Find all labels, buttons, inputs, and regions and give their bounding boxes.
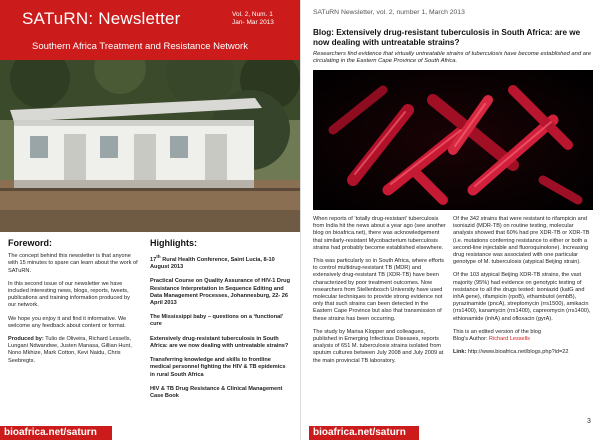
tb-micrograph bbox=[313, 70, 593, 210]
article-paragraph: Of the 103 atypical Beijing XDR-TB strains, the vast majority (95%) had evidence on genotypic testing of resistance to all the drugs tested: isoniazid (katG and inhA gene), rifampicin (rpoB), ethambutol (embB), pyrazinamide (pncA), streptomycin (rrs1500), amikacin (rrs1400), kanamycin (rrs1400), capreomycin (rrs1400), ethionamide (inhA) and ofloxacin (gyrA). bbox=[453, 272, 591, 322]
article-paragraph bbox=[453, 329, 591, 343]
highlight-item[interactable] bbox=[150, 386, 290, 400]
issue-date: Jan- Mar 2013 bbox=[232, 19, 274, 26]
highlight-item[interactable] bbox=[150, 336, 290, 350]
produced-by-names: Tulio de Oliveira, Richard Lessells, Lungani Ndwandwe, Justen Manasa, Gillian Hunt, Nono Mkhize, Mark Cotton, Kevi Naidu, Chris Seebregts. bbox=[8, 336, 132, 364]
highlight-item[interactable] bbox=[150, 253, 290, 271]
highlight-text: 17 bbox=[150, 257, 157, 264]
blog-link-line bbox=[453, 349, 591, 356]
foreword-paragraph: In this second issue of our newsletter we have included interesting news, blogs, reports, tweets, publications and training information produced by our network. bbox=[8, 280, 130, 309]
author-label: Blog's Author: bbox=[453, 336, 489, 343]
foreword-column bbox=[8, 240, 138, 371]
foreword-heading: Foreword: bbox=[8, 238, 52, 248]
highlight-text: Practical Course on Quality Assurance of HIV-1 Drug Resistance Interpretation in Sequence Editing and Data Management Processes, Johannesburg, 22- 26 April 2013 bbox=[150, 278, 290, 307]
article-paragraph: Of the 342 strains that were resistant to rifampicin and isoniazid (MDR-TB) on routine testing, molecular analysis showed that 60% had pre XDR-TB or XDR-TB (i.e. mutations conferring resistance to either or both a second-line injectable and fluoroquinolone). Increasing drug resistance was associated with one particular genotype of M. tuberculosis (atypical Beijing strain). bbox=[453, 216, 590, 266]
article-paragraph: When reports of ‘totally drug-resistant’ tuberculosis from India hit the news about a year ago (see another blog on bioafrica.net), there was acknowledgement that similarly-resistant Mycobacterium tuberculosis strains had probably become established elsewhere. bbox=[313, 216, 446, 251]
link-label: Link: bbox=[453, 349, 468, 356]
issue-volume: Vol. 2, Num. 1 bbox=[232, 11, 273, 18]
article-paragraph: The study by Marisa Klopper and colleagues, published in Emerging Infectious Diseases, reports analysis of 651 M. tuberculosis strains isolated from sputum cultures between July 2008 and July 2009 at the main provincial TB laboratory. bbox=[313, 328, 444, 364]
foreword-paragraph: The concept behind this newsletter is that anyone with 15 minutes to spare can learn about the work of SATuRN. bbox=[8, 253, 138, 274]
article-column-2 bbox=[453, 216, 591, 362]
clinic-photo bbox=[0, 60, 300, 232]
highlight-text: HIV & TB Drug Resistance & Clinical Management Case Book bbox=[150, 385, 283, 399]
produced-by bbox=[8, 336, 138, 365]
edited-note: This is an edited version of the blog bbox=[453, 328, 541, 335]
produced-by-label: Produced by: bbox=[8, 336, 44, 343]
blog-link[interactable]: http://www.bioafrica.net/blogs.php?id=22 bbox=[467, 349, 569, 356]
highlights-heading: Highlights: bbox=[150, 238, 197, 248]
footer-link[interactable]: bioafrica.net/saturn bbox=[4, 427, 97, 438]
highlights-column bbox=[150, 240, 290, 407]
highlight-text: Transferring knowledge and skills to frontline medical personnel fighting the HIV & TB epidemics in rural South Africa bbox=[150, 357, 286, 378]
article-column-1 bbox=[313, 216, 447, 371]
right-page bbox=[300, 0, 600, 440]
foreword-paragraph: We hope you enjoy it and find it informative. We welcome any feedback about content or format. bbox=[8, 315, 127, 329]
highlight-text: Rural Health Conference, Saint Lucia, 8-10 August 2013 bbox=[150, 257, 275, 271]
footer-link[interactable]: bioafrica.net/saturn bbox=[313, 427, 406, 438]
newsletter-title: SATuRN: Newsletter bbox=[22, 9, 181, 28]
article-paragraph: This was particularly so in South Africa, where efforts to control multidrug-resistant TB (MDR) and extensively drug-resistant TB (XDR-TB) have been characterized by poor treatment outcomes. Now researchers from Stellenbosch University have used molecular techniques to provide strong evidence not only that such strains can been detected in the Eastern Cape Province but also that transmission of these strains has been occurring. bbox=[313, 258, 445, 322]
highlight-item[interactable] bbox=[150, 314, 290, 328]
right-footer-bar[interactable] bbox=[309, 426, 419, 440]
blog-subtitle: Researchers find evidence that virtually untreatable strains of tuberculosis have become established and are circulating in the Eastern Cape Province of South Africa. bbox=[313, 51, 592, 64]
running-head: SATuRN Newsletter, vol. 2, number 1, March 2013 bbox=[313, 9, 465, 16]
issue-info bbox=[232, 11, 274, 27]
highlight-text: Extensively drug-resistant tuberculosis in South Africa: are we now dealing with untreatable strains? bbox=[150, 335, 289, 349]
highlight-item[interactable] bbox=[150, 357, 290, 379]
page-number: 3 bbox=[587, 418, 591, 425]
left-footer-bar[interactable] bbox=[0, 426, 112, 440]
blog-title: Blog: Extensively drug-resistant tuberculosis in South Africa: are we now dealing with untreatable strains? bbox=[313, 28, 581, 47]
highlight-text: The Mississippi baby – questions on a ‘functional’ cure bbox=[150, 314, 284, 328]
author-name: Richard Lessells bbox=[488, 336, 530, 343]
newsletter-subtitle: Southern Africa Treatment and Resistance Network bbox=[32, 41, 248, 52]
highlight-sup: th bbox=[156, 254, 161, 260]
masthead bbox=[0, 0, 300, 60]
highlight-item[interactable] bbox=[150, 278, 290, 307]
